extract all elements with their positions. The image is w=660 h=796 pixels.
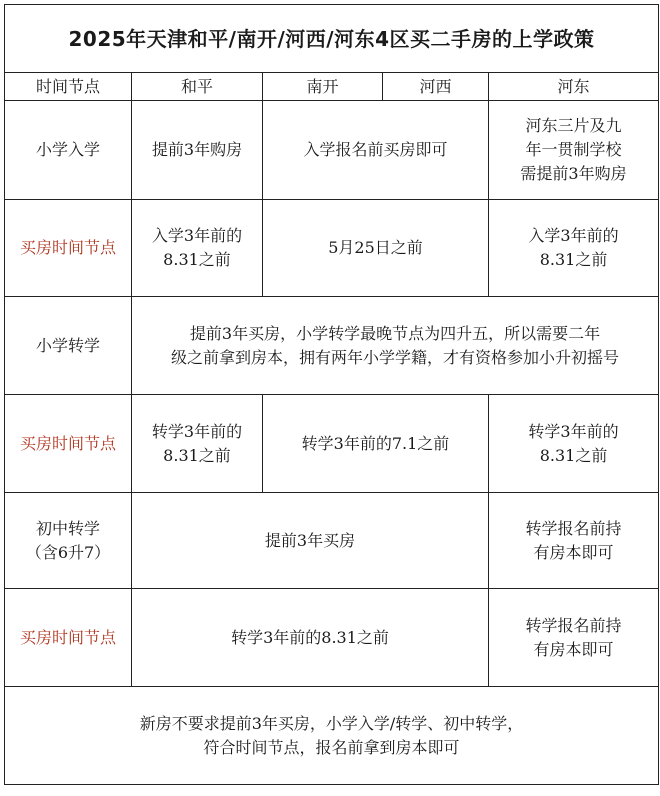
table-row [5,493,659,589]
header-row [5,73,659,101]
row-label-purchase-time: 买房时间节点 [5,395,132,493]
cell-heping-nankai-hexi: 提前3年买房 [132,493,489,589]
cell-heping: 提前3年购房 [132,101,263,200]
cell-heping: 转学3年前的 8.31之前 [132,395,263,493]
cell-heping-nankai-hexi: 转学3年前的8.31之前 [132,589,489,687]
table-row [5,589,659,687]
cell-all-districts: 提前3年买房，小学转学最晚节点为四升五，所以需要二年 级之前拿到房本，拥有两年小学学籍，才有资格参加小升初摇号 [132,297,659,395]
cell-nankai-hexi: 入学报名前买房即可 [263,101,489,200]
row-label-purchase-time: 买房时间节点 [5,589,132,687]
policy-table [4,4,659,785]
table-row [5,297,659,395]
page-title: 2025年天津和平/南开/河西/河东4区买二手房的上学政策 [5,5,659,73]
cell-hedong: 转学报名前持 有房本即可 [489,589,659,687]
row-label-middle-transfer: 初中转学 （含6升7） [5,493,132,589]
title-row [5,5,659,73]
cell-nankai-hexi: 转学3年前的7.1之前 [263,395,489,493]
header-heping: 和平 [132,73,263,101]
row-label-primary-entry: 小学入学 [5,101,132,200]
cell-hedong: 转学报名前持 有房本即可 [489,493,659,589]
row-label-purchase-time: 买房时间节点 [5,200,132,297]
table-row [5,101,659,200]
table-row [5,395,659,493]
cell-nankai-hexi: 5月25日之前 [263,200,489,297]
header-nankai: 南开 [263,73,383,101]
cell-hedong: 河东三片及九 年一贯制学校 需提前3年购房 [489,101,659,200]
cell-hedong: 入学3年前的 8.31之前 [489,200,659,297]
cell-heping: 入学3年前的 8.31之前 [132,200,263,297]
header-hexi: 河西 [383,73,489,101]
header-hedong: 河东 [489,73,659,101]
row-label-primary-transfer: 小学转学 [5,297,132,395]
footer-row [5,687,659,785]
header-time-node: 时间节点 [5,73,132,101]
table-row [5,200,659,297]
cell-hedong: 转学3年前的 8.31之前 [489,395,659,493]
footer-note: 新房不要求提前3年买房，小学入学/转学、初中转学， 符合时间节点，报名前拿到房本即可 [5,687,659,785]
